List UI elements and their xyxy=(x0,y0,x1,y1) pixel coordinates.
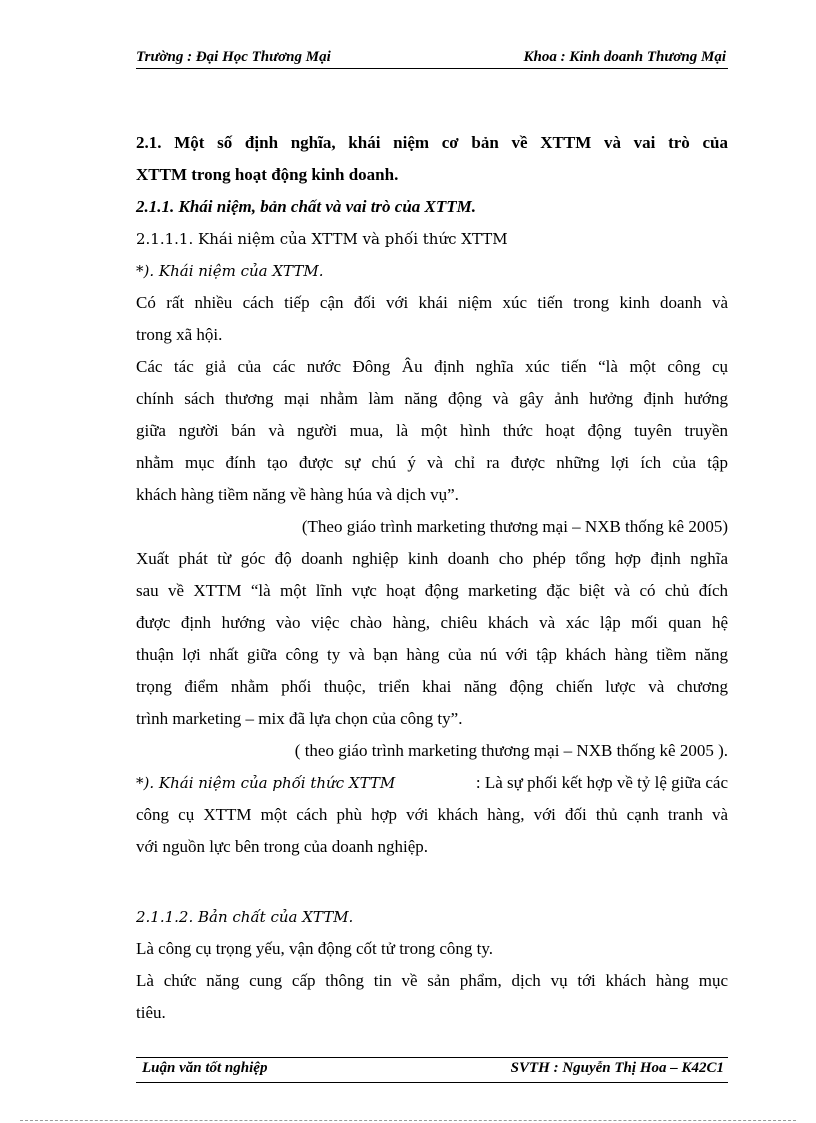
heading-2-1-1-1: 2.1.1.1. Khái niệm của XTTM và phối thức XTTM xyxy=(136,230,508,248)
subheading-concept-xttm: *). Khái niệm của XTTM. xyxy=(136,262,324,280)
footer-divider xyxy=(136,1057,728,1058)
paragraph-line: giữa người bán và người mua, là một hình thức hoạt động tuyên truyền xyxy=(136,421,728,440)
paragraph-line: tiêu. xyxy=(136,1003,166,1022)
citation: (Theo giáo trình marketing thương mại – NXB thống kê 2005) xyxy=(301,517,728,536)
subheading-mix-concept: *). Khái niệm của phối thức XTTM xyxy=(136,774,396,792)
footer-student: SVTH : Nguyễn Thị Hoa – K42C1 xyxy=(510,1060,724,1076)
header-divider xyxy=(136,68,728,69)
header-faculty: Khoa : Kinh doanh Thương Mại xyxy=(523,49,726,65)
footer-thesis: Luận văn tốt nghiệp xyxy=(142,1060,268,1076)
paragraph-line: trọng điểm nhằm phối thuộc, triển khai năng động chiến lược và chương xyxy=(136,677,728,696)
heading-2-1-line1: 2.1. Một số định nghĩa, khái niệm cơ bản về XTTM và vai trò của xyxy=(136,133,728,152)
paragraph-line: trong xã hội. xyxy=(136,325,223,344)
paragraph-line: Các tác giả của các nước Đông Âu định nghĩa xúc tiến “là một công cụ xyxy=(136,357,728,376)
paragraph-line: trình marketing – mix đã lựa chọn của công ty”. xyxy=(136,709,463,728)
header-school: Trường : Đại Học Thương Mại xyxy=(136,49,331,65)
paragraph-line: sau về XTTM “là một lĩnh vực hoạt động marketing đặc biệt và có chủ đích xyxy=(136,581,728,600)
paragraph-line: thuận lợi nhất giữa công ty và bạn hàng của nú với tập khách hàng tiềm năng xyxy=(136,645,728,664)
heading-2-1-1-2: 2.1.1.2. Bản chất của XTTM. xyxy=(136,908,354,926)
paragraph-line: nhằm mục đính tạo được sự chú ý và chỉ ra được những lợi ích của tập xyxy=(136,453,728,472)
paragraph-line: được định hướng vào việc chào hàng, chiêu khách và xác lập mối quan hệ xyxy=(136,613,728,632)
paragraph-line: Xuất phát từ góc độ doanh nghiệp kinh doanh cho phép tổng hợp định nghĩa xyxy=(136,549,728,568)
paragraph-line xyxy=(136,768,728,798)
paragraph-line: Có rất nhiều cách tiếp cận đối với khái niệm xúc tiến trong kinh doanh và xyxy=(136,293,728,312)
paragraph-line: Là chức năng cung cấp thông tin về sản phẩm, dịch vụ tới khách hàng mục xyxy=(136,971,728,990)
heading-2-1-1: 2.1.1. Khái niệm, bản chất và vai trò của XTTM. xyxy=(136,197,477,216)
footer-divider-bottom xyxy=(136,1082,728,1083)
paragraph-line: công cụ XTTM một cách phù hợp với khách hàng, với đối thủ cạnh tranh và xyxy=(136,805,728,824)
paragraph-line: với nguồn lực bên trong của doanh nghiệp. xyxy=(136,837,429,856)
heading-2-1-line2: XTTM trong hoạt động kinh doanh. xyxy=(136,165,399,184)
paragraph-line: Là công cụ trọng yếu, vận động cốt tử trong công ty. xyxy=(136,939,493,958)
paragraph-text: : Là sự phối kết hợp về tỷ lệ giữa các xyxy=(475,773,728,792)
paragraph-line: chính sách thương mại nhằm làm năng động và gây ảnh hưởng định hướng xyxy=(136,389,728,408)
citation: ( theo giáo trình marketing thương mại – NXB thống kê 2005 ). xyxy=(294,741,728,760)
paragraph-line: khách hàng tiềm năng về hàng húa và dịch vụ”. xyxy=(136,485,459,504)
page-footer xyxy=(136,1060,728,1082)
page-header xyxy=(136,46,728,68)
page-edge xyxy=(20,1120,796,1121)
